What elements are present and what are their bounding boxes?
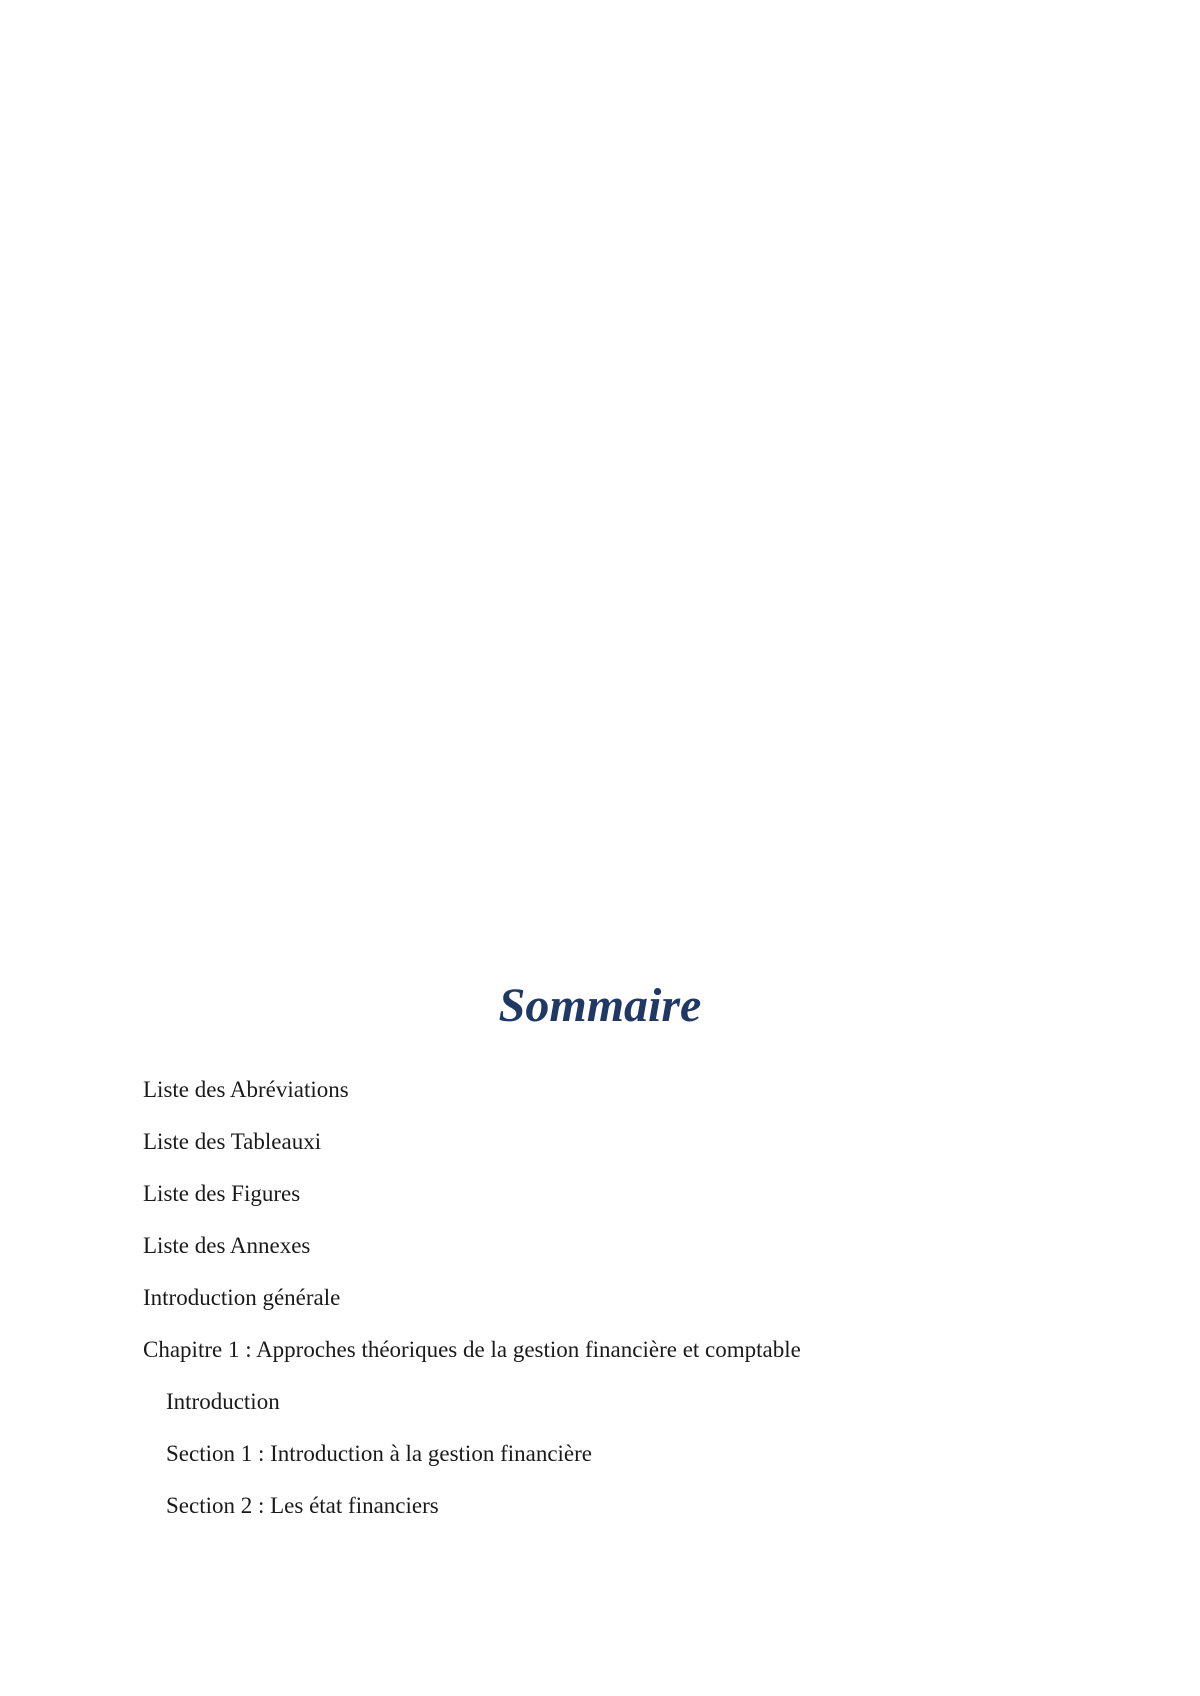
toc-item-liste-tableaux[interactable]: Liste des Tableauxi: [143, 1129, 322, 1154]
toc-item-introduction-generale[interactable]: Introduction générale: [143, 1285, 341, 1310]
toc-item-chapitre-1-introduction[interactable]: Introduction: [166, 1389, 280, 1414]
toc-item-section-1[interactable]: Section 1 : Introduction à la gestion financière: [166, 1441, 593, 1466]
toc-list: [143, 1064, 801, 1532]
toc-item-liste-annexes[interactable]: Liste des Annexes: [143, 1233, 311, 1258]
toc-item-liste-abreviations[interactable]: Liste des Abréviations: [143, 1077, 349, 1102]
toc-title: Sommaire: [498, 979, 702, 1032]
toc-item-chapitre-1[interactable]: Chapitre 1 : Approches théoriques de la gestion financière et comptable: [143, 1337, 801, 1362]
toc-item-liste-figures[interactable]: Liste des Figures: [143, 1181, 301, 1206]
toc-item-section-2[interactable]: Section 2 : Les état financiers: [166, 1493, 439, 1518]
